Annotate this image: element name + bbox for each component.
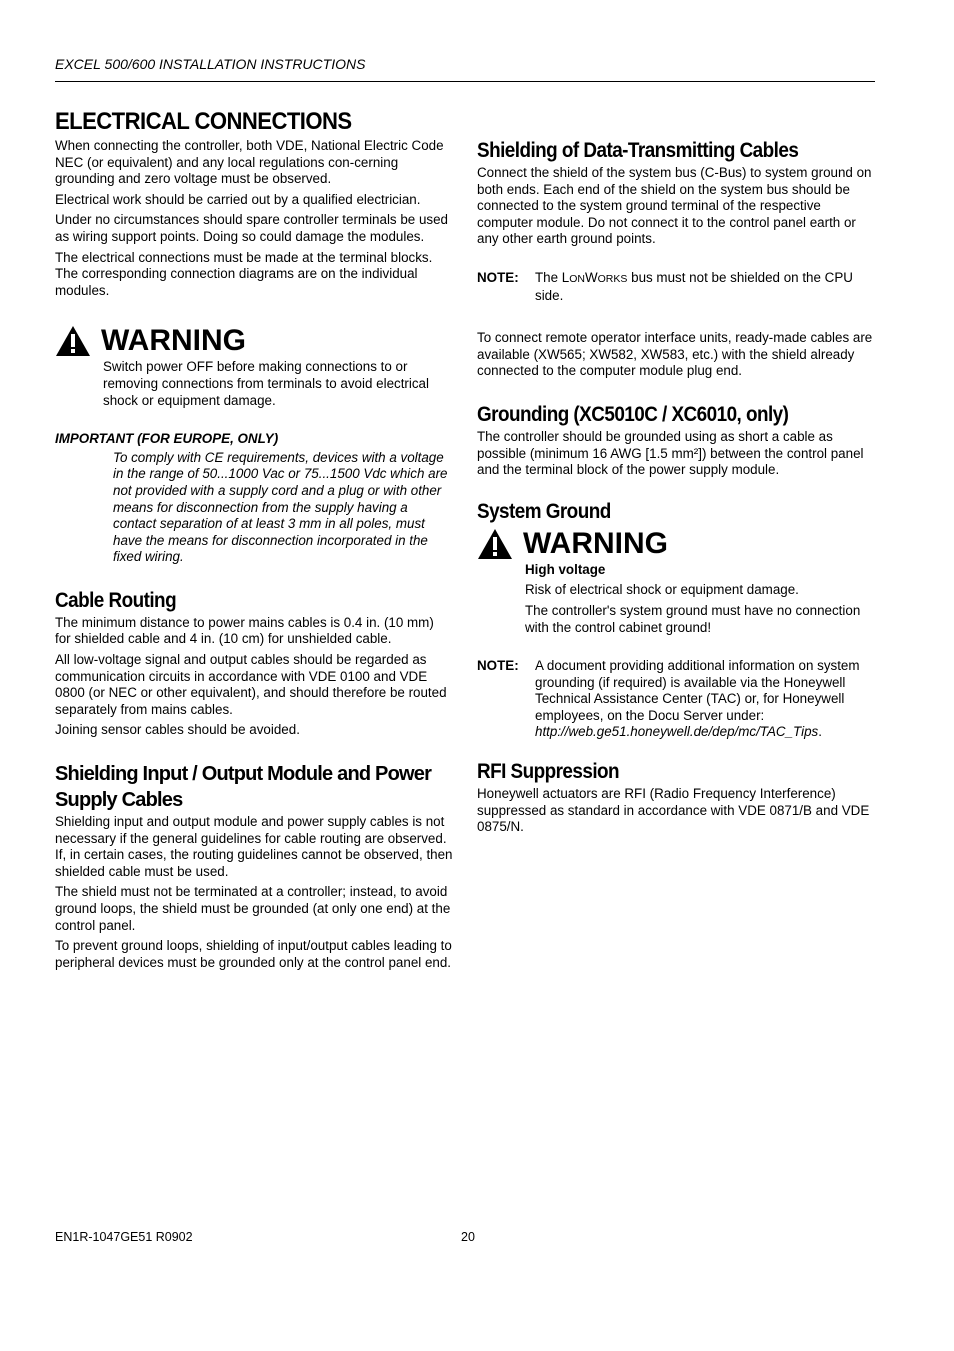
electrical-connections-heading: ELECTRICAL CONNECTIONS [55,108,352,135]
header-title: EXCEL 500/600 INSTALLATION INSTRUCTIONS [55,56,366,72]
rfi-heading: RFI Suppression [477,760,620,784]
grounding-paragraph: The controller should be grounded using as short a cable as possible (minimum 16 AWG [1.5 mm²]) between the control panel and the terminal block of the power supply module. [477,428,864,478]
system-ground-line-1: Risk of electrical shock or equipment damage. [525,582,799,598]
electrical-paragraph-2: Electrical work should be carried out by a qualified electrician. [55,191,421,207]
warning-block-1 [55,323,453,359]
important-text: To comply with CE requirements, devices with a voltage in the range of 50...1000 Vac or 75...1500 Vdc which are not provided with a supply cord and a plug or with other means for disconnection from the supply having a contact separation of at least 3 mm in all poles, must have the means for disconnection incorporated in the fixed wiring. [113,449,448,565]
footer-doc-id: EN1R-1047GE51 R0902 [55,1230,193,1244]
rfi-paragraph: Honeywell actuators are RFI (Radio Frequency Interference) suppressed as standard in accordance with VDE 0871/B and VDE 0875/N. [477,786,870,835]
warning-block-2 [477,526,875,562]
warning-label: WARNING [101,324,246,358]
warning-triangle-icon [477,528,513,560]
high-voltage-label: High voltage [525,561,606,577]
warning-label: WARNING [523,526,668,560]
shielding-io-paragraph-3: To prevent ground loops, shielding of input/output cables leading to peripheral devices must be grounded only at the control panel end. [55,938,452,970]
system-ground-note [477,658,875,741]
footer-page-number: 20 [461,1230,475,1244]
note-label: NOTE: [477,269,519,285]
system-ground-line-2: The controller's system ground must have no connection with the control cabinet ground! [525,602,861,635]
shielding-data-paragraph: Connect the shield of the system bus (C-Bus) to system ground on both ends. Each end of the shield on the system bus should be connected to the system ground terminal of the respective computer module. Do not connect it to the control panel earth or any other earth ground points. [477,165,872,247]
shielding-io-paragraph-2: The shield must not be terminated at a controller; instead, to avoid ground loops, the shield must be grounded (at only one end) at the control panel. [55,884,451,933]
system-ground-heading: System Ground [477,499,611,523]
tac-url: http://web.ge51.honeywell.de/dep/mc/TAC_Tips [535,724,819,740]
cables-paragraph: To connect remote operator interface units, ready-made cables are available (XW565; XW582, XW583, etc.) with the shield already connected to the computer module plug end. [477,330,873,379]
right-column [477,108,875,840]
shielding-data-heading: Shielding of Data-Transmitting Cables [477,139,799,162]
lonworks-note-text: The LONWORKS bus must not be shielded on the CPU side. [535,269,853,303]
shielding-io-heading: Shielding Input / Output Module and Power Supply Cables [55,763,432,812]
electrical-paragraph-1: When connecting the controller, both VDE, National Electric Code NEC (or equivalent) and any local regulations con-cerning grounding and zero voltage must be observed. [55,138,444,187]
warning-triangle-icon [55,325,91,357]
header-rule [55,81,875,82]
grounding-heading: Grounding (XC5010C / XC6010, only) [477,402,789,426]
important-heading: IMPORTANT (FOR EUROPE, ONLY) [55,431,279,447]
cable-routing-paragraph-1: The minimum distance to power mains cables is 0.4 in. (10 mm) for shielded cable and 4 in. (10 cm) for unshielded cable. [55,614,434,647]
shielding-io-paragraph-1: Shielding input and output module and power supply cables is not necessary if the general guidelines for cable routing are observed. If, in certain cases, the routing guidelines cannot be observed, then shielded cable must be used. [55,814,453,879]
left-column [55,108,453,975]
cable-routing-paragraph-3: Joining sensor cables should be avoided. [55,722,300,738]
electrical-paragraph-3: Under no circumstances should spare controller terminals be used as wiring support points. Doing so could damage the modules. [55,212,448,244]
cable-routing-heading: Cable Routing [55,588,177,612]
note-label: NOTE: [477,658,519,674]
warning-text: Switch power OFF before making connections to or removing connections from terminals to avoid electrical shock or equipment damage. [103,359,429,408]
system-ground-note-text: A document providing additional information on system grounding (if required) is available via the Honeywell Technical Assistance Center (TAC) or, for Honeywell employees, on the Docu Server under: http://web.ge51.honeywell.de/dep/mc/TAC_Tips. [535,658,860,740]
cable-routing-paragraph-2: All low-voltage signal and output cables should be regarded as communication circuits in accordance with VDE 0100 and VDE 0800 (or NEC or other equivalent), and should therefore be routed separately from mains cables. [55,652,447,717]
electrical-paragraph-4: The electrical connections must be made at the terminal blocks. The corresponding connection diagrams are on the individual modules. [55,249,433,298]
lonworks-note [477,270,875,304]
